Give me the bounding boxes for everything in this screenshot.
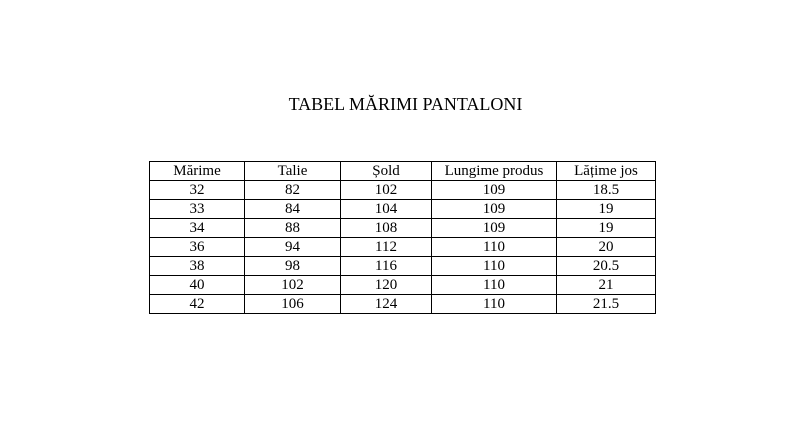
table-cell: 116: [341, 257, 432, 276]
table-cell: 106: [245, 295, 341, 314]
table-cell: 19: [557, 219, 656, 238]
table-row: [150, 238, 656, 257]
table-cell: 110: [432, 276, 557, 295]
table-cell: 109: [432, 219, 557, 238]
table-row: [150, 276, 656, 295]
table-cell: 21: [557, 276, 656, 295]
table-row: [150, 257, 656, 276]
table-cell: 38: [150, 257, 245, 276]
table-cell: 20.5: [557, 257, 656, 276]
table-cell: 84: [245, 200, 341, 219]
document-title: TABEL MĂRIMI PANTALONI: [288, 94, 523, 114]
table-row: [150, 200, 656, 219]
table-cell: 82: [245, 181, 341, 200]
size-table: [149, 161, 656, 314]
table-cell: 42: [150, 295, 245, 314]
table-cell: 110: [432, 257, 557, 276]
table-cell: 40: [150, 276, 245, 295]
table-cell: 110: [432, 238, 557, 257]
header-hip: Șold: [341, 162, 432, 181]
table-row: [150, 181, 656, 200]
header-size: Mărime: [150, 162, 245, 181]
table-cell: 98: [245, 257, 341, 276]
table-cell: 109: [432, 200, 557, 219]
table-cell: 102: [341, 181, 432, 200]
table-cell: 102: [245, 276, 341, 295]
table-cell: 18.5: [557, 181, 656, 200]
table-cell: 33: [150, 200, 245, 219]
table-cell: 108: [341, 219, 432, 238]
header-waist: Talie: [245, 162, 341, 181]
table-cell: 21.5: [557, 295, 656, 314]
table-cell: 124: [341, 295, 432, 314]
header-bottom-width: Lățime jos: [557, 162, 656, 181]
table-cell: 32: [150, 181, 245, 200]
table-cell: 19: [557, 200, 656, 219]
table-cell: 110: [432, 295, 557, 314]
table-cell: 94: [245, 238, 341, 257]
table-cell: 34: [150, 219, 245, 238]
table-header-row: [150, 162, 656, 181]
table-cell: 104: [341, 200, 432, 219]
table-cell: 36: [150, 238, 245, 257]
table-cell: 112: [341, 238, 432, 257]
table-cell: 88: [245, 219, 341, 238]
header-product-length: Lungime produs: [432, 162, 557, 181]
table-cell: 120: [341, 276, 432, 295]
table-row: [150, 295, 656, 314]
table-cell: 109: [432, 181, 557, 200]
table-cell: 20: [557, 238, 656, 257]
table-row: [150, 219, 656, 238]
